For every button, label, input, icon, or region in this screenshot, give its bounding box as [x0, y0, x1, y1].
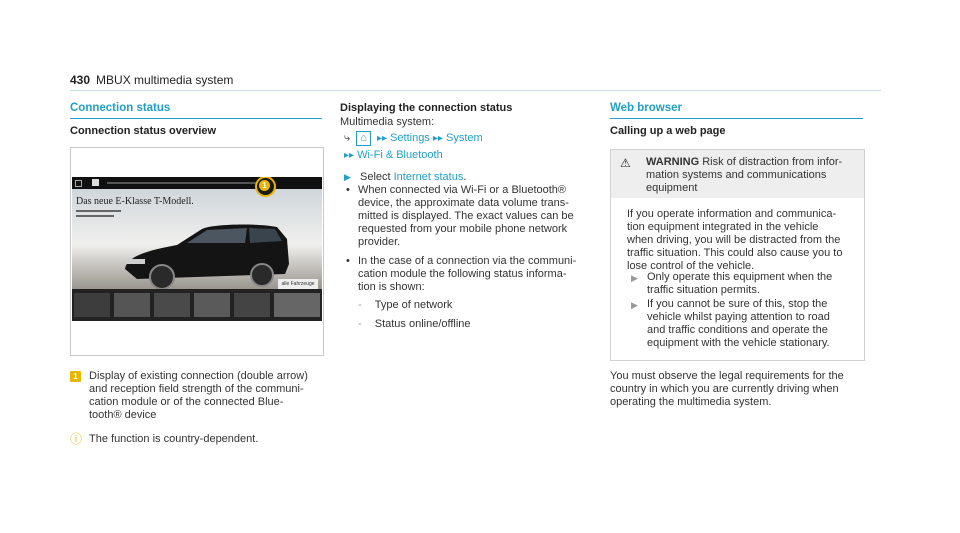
screen-close-icon [75, 180, 82, 187]
dash-icon: - [358, 318, 362, 330]
car-image [117, 219, 292, 291]
screen-tile-strip [72, 289, 322, 321]
path-system: System [445, 132, 483, 144]
heading-displaying: Displaying the connection status [340, 102, 513, 114]
sub-item-network: - Type of network [358, 299, 453, 311]
tile [154, 293, 190, 317]
bullet-icon: • [346, 184, 350, 196]
screen-logo-icon [92, 179, 99, 186]
path-arrow-icon: ▸▸ [376, 133, 387, 144]
nav-path-row-1 [344, 131, 483, 146]
warning-box: ⚠ WARNING Risk of distraction from infor- mation systems and communications equipment If you operate information and communica- tion equipment integrated in the vehicle when driving, you will be distracted from the traffic situation. This could also cause you to lose control of the vehicle. ▶ Only operate this equipment when the traffic situation permits. ▶ If you cannot be sure of this, stop the vehicle whilst paying attention to road and traffic conditions and operate the equipment with the vehicle stationary. [610, 149, 865, 361]
header-rule [70, 90, 881, 91]
home-icon: ⌂ [356, 131, 371, 146]
page-header-title: MBUX multimedia system [96, 73, 234, 87]
tile [194, 293, 230, 317]
path-arrow-icon: ▸▸ [432, 133, 443, 144]
subheading-calling-up: Calling up a web page [610, 125, 726, 137]
step-arrow-icon: ▶ [344, 172, 351, 182]
nav-path-row-2 [344, 149, 443, 162]
action-arrow-icon: ▶ [631, 300, 638, 310]
warning-body: If you operate information and communica- tion equipment integrated in the vehicle when driving, you will be distracted from the traffic situation. This could also cause you to lose control of the vehicle. [627, 208, 843, 272]
dash-icon: - [358, 299, 362, 311]
tile-label: alle Fahrzeuge [278, 279, 318, 289]
legend-badge: 1 [70, 371, 81, 382]
bullet-icon: • [346, 255, 350, 267]
sub-item-status: - Status online/offline [358, 318, 471, 330]
link-internet-status: Internet status [393, 171, 464, 183]
section-rule [70, 118, 322, 119]
legend-text: Display of existing connection (double arrow) and reception field strength of the communi- cation module or of the connected Blue- tooth® device [89, 370, 308, 421]
action-arrow-icon: ▶ [631, 273, 638, 283]
warning-head-text: WARNING Risk of distraction from infor- mation systems and communications equipment [646, 156, 843, 194]
tile [274, 293, 320, 317]
path-arrow-icon: ▸▸ [344, 150, 355, 161]
step-select: ▶ Select Internet status. [344, 171, 467, 183]
subheading-overview: Connection status overview [70, 125, 217, 137]
warning-label: WARNING [646, 156, 700, 168]
info-icon: ⓘ [70, 432, 83, 446]
intro-text: Multimedia system: [340, 116, 435, 128]
path-start-icon: ⤷ [344, 132, 351, 144]
tile [114, 293, 150, 317]
warning-header [611, 150, 864, 198]
screen-topbar [72, 177, 322, 189]
mbux-screen [72, 177, 322, 321]
legal-note: You must observe the legal requirements for the country in which you are currently driving when operating the multimedia system. [610, 370, 844, 408]
page-number: 430 [70, 73, 91, 87]
callout-badge: 1 [259, 180, 270, 191]
screen-subtext [76, 210, 121, 212]
warning-triangle-icon: ⚠ [620, 156, 631, 170]
screen-brand-text: Das neue E-Klasse T-Modell. [76, 196, 194, 207]
tile [74, 293, 110, 317]
screenshot-figure [70, 147, 324, 356]
section-rule [610, 118, 863, 119]
tile [234, 293, 270, 317]
note-text: The function is country-dependent. [89, 433, 259, 445]
screen-subtext-2 [76, 215, 114, 217]
section-title-web-browser: Web browser [610, 102, 682, 114]
path-settings: Settings [390, 132, 430, 144]
section-title-connection-status: Connection status [70, 102, 171, 114]
page-header [70, 73, 233, 87]
screen-menu-bar [107, 182, 267, 184]
path-wifi-bluetooth: Wi-Fi & Bluetooth [357, 149, 443, 161]
